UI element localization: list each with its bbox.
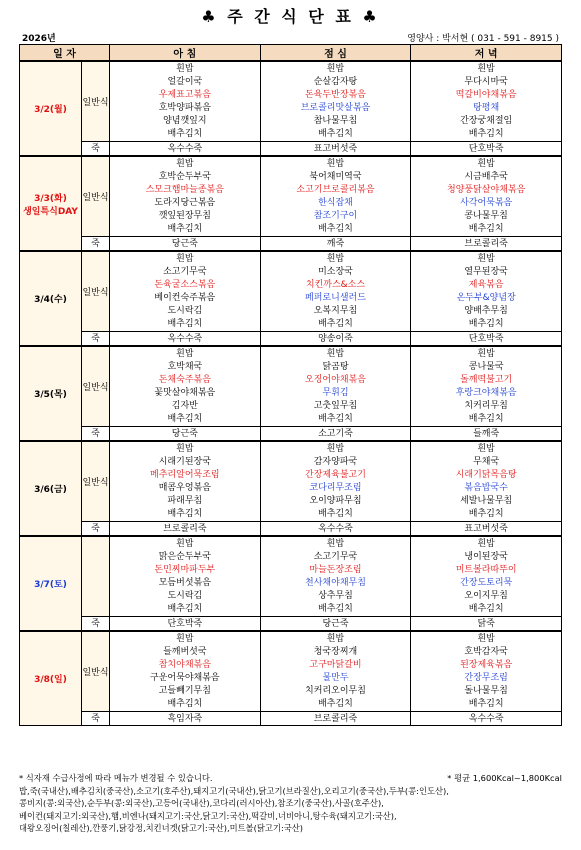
porridge-label: 죽 bbox=[82, 522, 110, 537]
menu-item: 콩나물국 bbox=[468, 362, 504, 372]
meal-type-cell: 일반식 bbox=[82, 61, 110, 142]
porridge-row bbox=[20, 712, 562, 726]
dinner-cell bbox=[411, 631, 562, 712]
dinner-cell bbox=[411, 251, 562, 332]
day-row bbox=[20, 156, 562, 237]
meal-type-cell: 일반식 bbox=[82, 251, 110, 332]
menu-item: 청국장찌개 bbox=[313, 647, 358, 657]
origin-line: 대왕오징어(칠레산),깐풍기,닭강정,치킨너겟(닭고기:국산),미트볼(닭고기:국산) bbox=[19, 823, 304, 833]
club-icon: ♣ bbox=[201, 7, 219, 26]
menu-item: 배추김치 bbox=[167, 414, 203, 424]
lunch-cell bbox=[260, 61, 411, 142]
porridge-item: 옥수수죽 bbox=[411, 712, 562, 726]
menu-item: 고들빼기무침 bbox=[158, 686, 211, 696]
breakfast-cell bbox=[110, 536, 261, 617]
day-date: 3/6(금) bbox=[34, 485, 67, 495]
breakfast-cell bbox=[110, 156, 261, 237]
menu-item: 흰밥 bbox=[477, 159, 495, 169]
club-icon: ♣ bbox=[362, 7, 380, 26]
day-date: 3/8(일) bbox=[34, 675, 67, 685]
porridge-row bbox=[20, 617, 562, 632]
menu-item: 흰밥 bbox=[326, 254, 345, 264]
menu-item: 흰밥 bbox=[477, 444, 495, 454]
porridge-row bbox=[20, 332, 562, 347]
menu-item: 배추김치 bbox=[167, 699, 203, 709]
day-date: 3/7(토) bbox=[34, 580, 67, 590]
menu-item: 된장제육볶음 bbox=[460, 660, 513, 670]
breakfast-cell bbox=[110, 251, 261, 332]
menu-item: 메추리알어묵조림 bbox=[150, 470, 220, 480]
dinner-cell bbox=[411, 441, 562, 522]
page-title bbox=[0, 4, 581, 27]
menu-table bbox=[19, 44, 562, 726]
menu-item: 흰밥 bbox=[477, 349, 495, 359]
menu-item: 참나물무침 bbox=[313, 116, 358, 126]
menu-item: 흰밥 bbox=[326, 539, 345, 549]
menu-item: 후랑크야채볶음 bbox=[455, 388, 517, 398]
menu-item: 배추김치 bbox=[468, 509, 504, 519]
porridge-item: 당근죽 bbox=[110, 237, 261, 252]
menu-item: 오복지무침 bbox=[313, 306, 358, 316]
notes-first-line bbox=[19, 772, 562, 785]
menu-item: 돈채숙주볶음 bbox=[158, 375, 211, 385]
porridge-label: 죽 bbox=[82, 237, 110, 252]
menu-item: 흰밥 bbox=[176, 349, 194, 359]
dinner-cell bbox=[411, 536, 562, 617]
menu-item: 치커리오이무침 bbox=[305, 686, 366, 696]
breakfast-cell bbox=[110, 61, 261, 142]
lunch-cell bbox=[260, 156, 411, 237]
lunch-cell bbox=[260, 536, 411, 617]
day-row bbox=[20, 441, 562, 522]
lunch-cell bbox=[260, 251, 411, 332]
menu-item: 세발나물무침 bbox=[460, 496, 513, 506]
menu-item: 감자양파국 bbox=[313, 457, 358, 467]
menu-item: 흰밥 bbox=[477, 64, 495, 74]
menu-item: 고구마닭갈비 bbox=[309, 660, 362, 670]
menu-item: 돈민찌마파두부 bbox=[154, 565, 216, 575]
porridge-label: 죽 bbox=[82, 712, 110, 726]
menu-item: 순살감자탕 bbox=[313, 77, 358, 87]
breakfast-cell bbox=[110, 346, 261, 427]
menu-item: 열무된장국 bbox=[464, 267, 508, 277]
menu-item: 무채국 bbox=[473, 457, 500, 467]
menu-item: 참치야채볶음 bbox=[158, 660, 211, 670]
menu-item: 배추김치 bbox=[318, 414, 353, 424]
menu-item: 간장무조림 bbox=[464, 673, 508, 683]
menu-item: 흰밥 bbox=[326, 634, 345, 644]
menu-item: 고춧잎무침 bbox=[313, 401, 358, 411]
menu-item: 배추김치 bbox=[318, 699, 353, 709]
menu-item: 흰밥 bbox=[477, 539, 495, 549]
menu-item: 흰밥 bbox=[176, 254, 194, 264]
meal-type-cell: 일반식 bbox=[82, 441, 110, 522]
origin-line: 콩비지(콩:외국산),순두부(콩:외국산),고등어(국내산),코다리(러시아산),참조기(중국산),사골(호주산), bbox=[19, 798, 384, 808]
dinner-cell bbox=[411, 61, 562, 142]
menu-item: 호박양파볶음 bbox=[158, 103, 211, 113]
menu-item: 소고기무국 bbox=[163, 267, 207, 277]
menu-item: 돈육굴소스볶음 bbox=[154, 280, 216, 290]
menu-item: 호박감자국 bbox=[464, 647, 508, 657]
menu-item: 배추김치 bbox=[468, 604, 504, 614]
menu-item: 시금배추국 bbox=[464, 172, 508, 182]
day-date: 3/2(월) bbox=[34, 105, 67, 115]
menu-item: 양념깻잎지 bbox=[163, 116, 207, 126]
meal-type-cell bbox=[82, 536, 110, 617]
day-date: 3/5(목) bbox=[34, 390, 67, 400]
header-date: 일 자 bbox=[20, 45, 110, 62]
day-date-cell bbox=[20, 61, 82, 156]
menu-item: 브로콜리맛살볶음 bbox=[300, 103, 371, 113]
menu-item: 페퍼로니샐러드 bbox=[305, 293, 366, 303]
porridge-item: 표고버섯죽 bbox=[260, 142, 411, 157]
porridge-item: 당근죽 bbox=[260, 617, 411, 632]
year-label: 2026년 bbox=[22, 34, 56, 44]
menu-item: 흰밥 bbox=[477, 254, 495, 264]
menu-item: 시래기된장국 bbox=[158, 457, 211, 467]
menu-item: 온두부&양념장 bbox=[456, 293, 516, 303]
day-date-cell bbox=[20, 536, 82, 631]
menu-item: 냉이된장국 bbox=[464, 552, 508, 562]
porridge-row bbox=[20, 237, 562, 252]
menu-item: 배추김치 bbox=[167, 604, 203, 614]
menu-item: 배추김치 bbox=[468, 699, 504, 709]
meal-type-cell: 일반식 bbox=[82, 346, 110, 427]
menu-item: 양배추무침 bbox=[464, 306, 508, 316]
header-dinner: 저 녁 bbox=[411, 45, 562, 62]
menu-item: 배추김치 bbox=[318, 224, 353, 234]
lunch-cell bbox=[260, 346, 411, 427]
menu-item: 무휘김 bbox=[322, 388, 349, 398]
menu-item: 꽃맛살야채볶음 bbox=[154, 388, 216, 398]
menu-item: 배추김치 bbox=[318, 129, 353, 139]
menu-item: 매콤우엉볶음 bbox=[158, 483, 211, 493]
menu-item: 파래무침 bbox=[167, 496, 203, 506]
menu-item: 들깨버섯국 bbox=[163, 647, 207, 657]
dinner-cell bbox=[411, 346, 562, 427]
notes-section bbox=[19, 772, 562, 835]
menu-item: 오이지무침 bbox=[464, 591, 508, 601]
dietitian-contact: 영양사 : 박서현 ( 031 - 591 - 8915 ) bbox=[407, 34, 559, 44]
menu-item: 시래기닭목음탕 bbox=[455, 470, 517, 480]
porridge-item: 당근죽 bbox=[110, 427, 261, 442]
menu-item: 흰밥 bbox=[326, 64, 345, 74]
menu-item: 베이컨숙주볶음 bbox=[154, 293, 216, 303]
menu-item: 돈육두반장볶음 bbox=[305, 90, 366, 100]
menu-item: 흰밥 bbox=[176, 444, 194, 454]
menu-item: 콩나물무침 bbox=[464, 211, 508, 221]
menu-item: 제육볶음 bbox=[468, 280, 504, 290]
porridge-item: 옥수수죽 bbox=[260, 522, 411, 537]
menu-item: 미트볼라따뚜이 bbox=[455, 565, 517, 575]
porridge-item: 소고기죽 bbox=[260, 427, 411, 442]
day-date: 3/4(수) bbox=[34, 295, 67, 305]
menu-item: 볶음밥국수 bbox=[464, 483, 508, 493]
porridge-row bbox=[20, 142, 562, 157]
menu-item: 배추김치 bbox=[318, 509, 353, 519]
menu-item: 배추김치 bbox=[468, 414, 504, 424]
menu-item: 흰밥 bbox=[176, 539, 194, 549]
menu-item: 코다리무조림 bbox=[309, 483, 362, 493]
header-lunch: 점 심 bbox=[260, 45, 411, 62]
dinner-cell bbox=[411, 156, 562, 237]
porridge-item: 들깨죽 bbox=[411, 427, 562, 442]
day-row bbox=[20, 251, 562, 332]
menu-item: 스모크햄마늘종볶음 bbox=[145, 185, 224, 195]
menu-item: 흰밥 bbox=[326, 349, 345, 359]
porridge-label: 죽 bbox=[82, 142, 110, 157]
porridge-item: 표고버섯죽 bbox=[411, 522, 562, 537]
menu-item: 흰밥 bbox=[477, 634, 495, 644]
menu-item: 호박채국 bbox=[167, 362, 203, 372]
porridge-item: 깨죽 bbox=[260, 237, 411, 252]
menu-item: 흰밥 bbox=[176, 159, 194, 169]
menu-item: 흰밥 bbox=[326, 444, 345, 454]
meal-type-cell: 일반식 bbox=[82, 156, 110, 237]
porridge-item: 양송이죽 bbox=[260, 332, 411, 347]
menu-item: 천사채야채무침 bbox=[305, 578, 366, 588]
menu-item: 배추김치 bbox=[167, 509, 203, 519]
origin-line: 밥,죽(국내산),배추김치(중국산),소고기(호주산),돼지고기(국내산),닭고기(브라질산),오리고기(중국산),두부(콩:인도산), bbox=[19, 785, 449, 796]
menu-item: 깻잎된장무침 bbox=[158, 211, 211, 221]
menu-item: 치커리무침 bbox=[464, 401, 508, 411]
menu-item: 청양풍닭살야채볶음 bbox=[447, 185, 526, 195]
porridge-item: 브로콜리죽 bbox=[411, 237, 562, 252]
lunch-cell bbox=[260, 631, 411, 712]
menu-item: 맑은순두부국 bbox=[158, 552, 211, 562]
porridge-item: 단호박죽 bbox=[110, 617, 261, 632]
porridge-item: 닭죽 bbox=[411, 617, 562, 632]
menu-item: 구운어묵야채볶음 bbox=[150, 673, 220, 683]
menu-item: 흰밥 bbox=[326, 159, 345, 169]
meal-type-cell: 일반식 bbox=[82, 631, 110, 712]
menu-item: 미소장국 bbox=[318, 267, 353, 277]
menu-item: 우제표고볶음 bbox=[158, 90, 211, 100]
header-row bbox=[20, 45, 562, 62]
menu-item: 호박순두부국 bbox=[158, 172, 211, 182]
day-date-cell bbox=[20, 156, 82, 251]
porridge-item: 브로콜리죽 bbox=[110, 522, 261, 537]
menu-item: 물만두 bbox=[322, 673, 349, 683]
porridge-item: 흑임자죽 bbox=[110, 712, 261, 726]
calorie-notice: * 평균 1,600Kcal~1,800Kcal bbox=[447, 773, 562, 783]
porridge-item: 옥수수죽 bbox=[110, 332, 261, 347]
day-row bbox=[20, 346, 562, 427]
porridge-row bbox=[20, 427, 562, 442]
menu-body bbox=[20, 61, 562, 726]
porridge-label: 죽 bbox=[82, 332, 110, 347]
day-date-cell bbox=[20, 441, 82, 536]
porridge-item: 옥수수죽 bbox=[110, 142, 261, 157]
menu-item: 간장궁채절임 bbox=[460, 116, 513, 126]
menu-item: 간장제육불고기 bbox=[305, 470, 366, 480]
menu-item: 탕평채 bbox=[473, 103, 500, 113]
menu-item: 마늘돈장조림 bbox=[309, 565, 362, 575]
porridge-item: 단호박죽 bbox=[411, 142, 562, 157]
menu-item: 도시락김 bbox=[167, 306, 203, 316]
menu-item: 흰밥 bbox=[176, 634, 194, 644]
breakfast-cell bbox=[110, 441, 261, 522]
porridge-label: 죽 bbox=[82, 617, 110, 632]
menu-item: 북어채미역국 bbox=[309, 172, 362, 182]
origin-line: 베이컨(돼지고기:외국산),햄,비엔나(돼지고기:국산,닭고기:국산),떡갈비,너비아니,탕수육(돼지고기:국산), bbox=[19, 810, 397, 821]
day-row bbox=[20, 631, 562, 712]
menu-item: 배추김치 bbox=[167, 129, 203, 139]
menu-item: 배추김치 bbox=[468, 224, 504, 234]
menu-item: 사각어묵볶음 bbox=[460, 198, 513, 208]
menu-item: 도시락김 bbox=[167, 591, 203, 601]
menu-item: 참조기구이 bbox=[313, 211, 358, 221]
menu-item: 배추김치 bbox=[167, 224, 203, 234]
title-text: 주 간 식 단 표 bbox=[227, 7, 354, 26]
menu-item: 배추김치 bbox=[318, 604, 353, 614]
menu-item: 닭곰탕 bbox=[322, 362, 349, 372]
menu-item: 떡갈비야채볶음 bbox=[455, 90, 517, 100]
header-breakfast: 아 침 bbox=[110, 45, 261, 62]
menu-item: 간장도토리묵 bbox=[460, 578, 513, 588]
menu-item: 얼갈이국 bbox=[167, 77, 203, 87]
menu-item: 배추김치 bbox=[318, 319, 353, 329]
day-date-cell bbox=[20, 346, 82, 441]
day-row bbox=[20, 536, 562, 617]
menu-item: 흰밥 bbox=[176, 64, 194, 74]
day-row bbox=[20, 61, 562, 142]
menu-item: 상추무침 bbox=[318, 591, 353, 601]
menu-item: 소고기브로콜리볶음 bbox=[296, 185, 375, 195]
day-date: 3/3(화) bbox=[34, 193, 67, 204]
porridge-row bbox=[20, 522, 562, 537]
menu-item: 돌나물무침 bbox=[464, 686, 508, 696]
menu-item: 배추김치 bbox=[468, 319, 504, 329]
breakfast-cell bbox=[110, 631, 261, 712]
menu-change-notice: * 식자재 수급사정에 따라 메뉴가 변경될 수 있습니다. bbox=[19, 773, 213, 783]
menu-item: 오이양파무침 bbox=[309, 496, 362, 506]
day-date-cell bbox=[20, 251, 82, 346]
day-date-cell bbox=[20, 631, 82, 726]
porridge-item: 단호박죽 bbox=[411, 332, 562, 347]
menu-item: 도라지당근볶음 bbox=[154, 198, 216, 208]
menu-item: 소고기무국 bbox=[313, 552, 358, 562]
menu-item: 한식잡채 bbox=[318, 198, 353, 208]
porridge-label: 죽 bbox=[82, 427, 110, 442]
menu-item: 오징어야채볶음 bbox=[305, 375, 366, 385]
lunch-cell bbox=[260, 441, 411, 522]
menu-item: 배추김치 bbox=[468, 129, 504, 139]
menu-item: 배추김치 bbox=[167, 319, 203, 329]
menu-item: 돌깨떡불고기 bbox=[460, 375, 513, 385]
menu-item: 모듬버섯볶음 bbox=[158, 578, 211, 588]
menu-item: 무다시마국 bbox=[464, 77, 508, 87]
menu-item: 치킨까스&소스 bbox=[305, 280, 366, 290]
day-special-label: 생일특식DAY bbox=[23, 206, 78, 217]
porridge-item: 브로콜리죽 bbox=[260, 712, 411, 726]
menu-item: 김자반 bbox=[171, 401, 198, 411]
